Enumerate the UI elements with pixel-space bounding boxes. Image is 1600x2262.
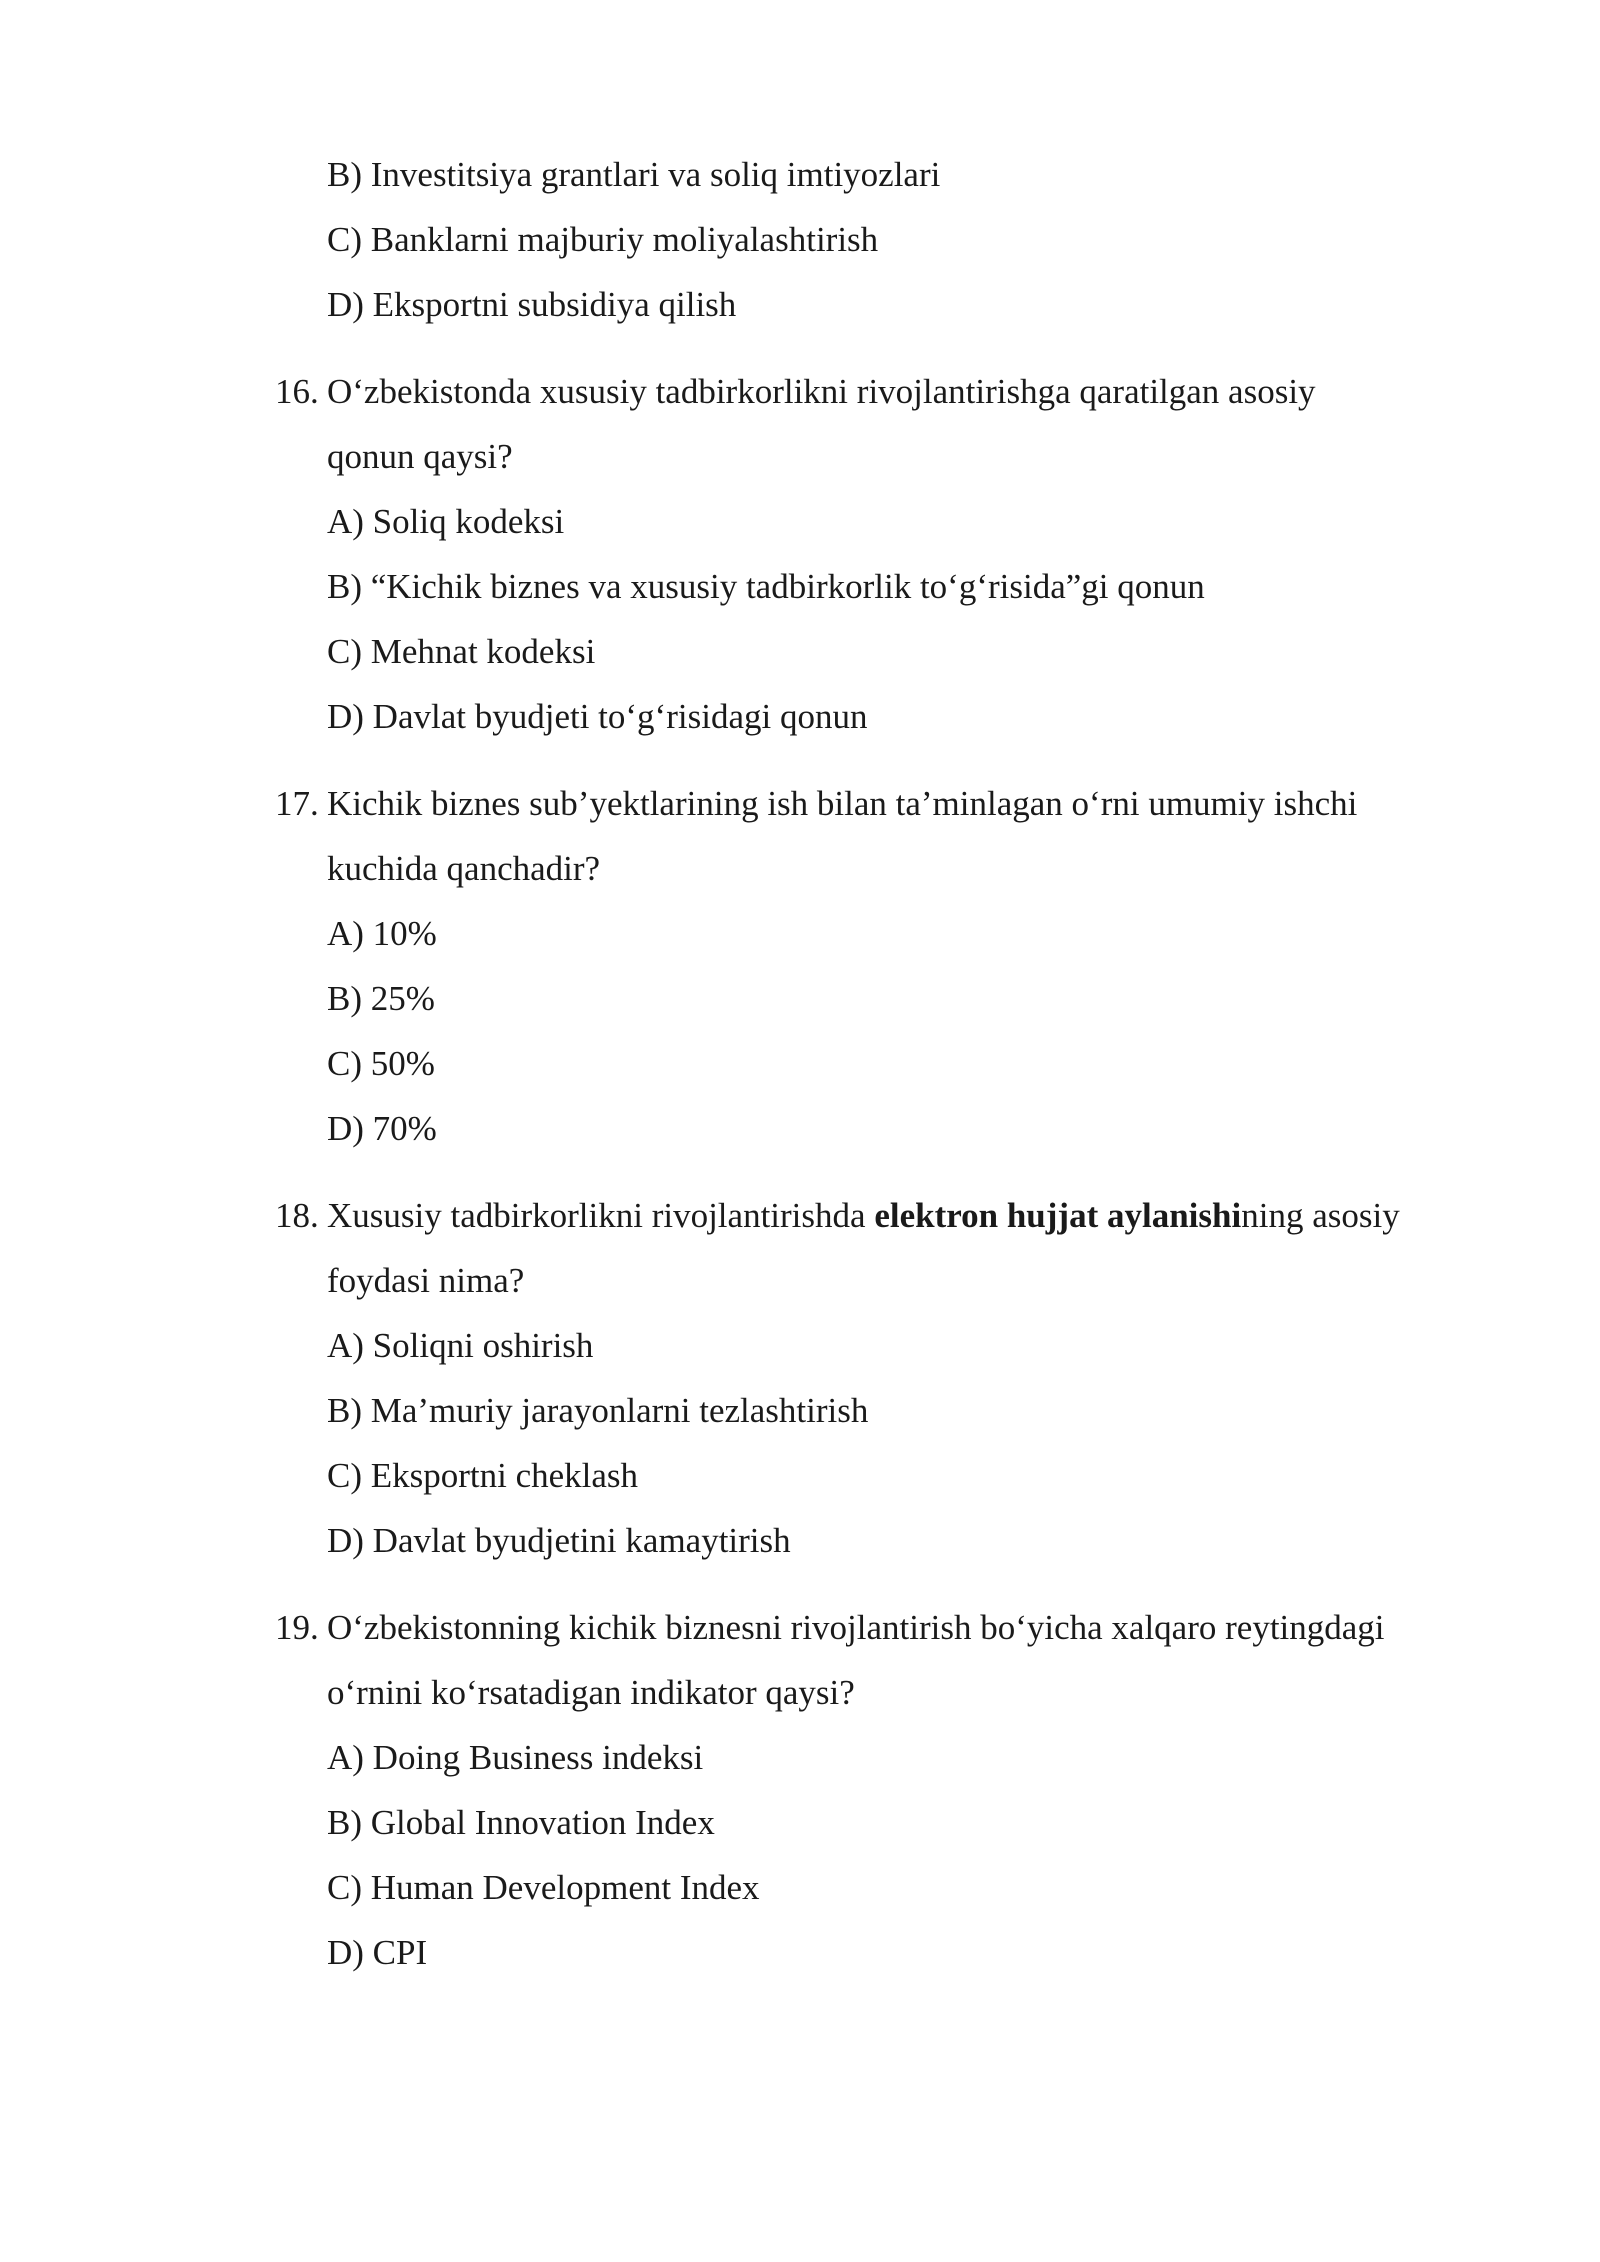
question-16-option-c: C) Mehnat kodeksi [327,632,596,671]
question-17-option-d: D) 70% [327,1109,437,1148]
question-18-option-c: C) Eksportni cheklash [327,1456,639,1495]
prev-option-d: D) Eksportni subsidiya qilish [327,285,737,324]
question-18-bold-term: elektron hujjat aylanishi [874,1196,1242,1235]
question-17-number: 17. [275,784,319,823]
question-19-option-d: D) CPI [327,1933,428,1972]
prev-option-c: C) Banklarni majburiy moliyalashtirish [327,220,879,259]
question-19-option-c: C) Human Development Index [327,1868,760,1907]
question-18-text-line1 [327,1194,1400,1238]
question-17-option-c: C) 50% [327,1044,435,1083]
question-19-text-line2: o‘rnini ko‘rsatadigan indikator qaysi? [327,1673,855,1712]
prev-option-b: B) Investitsiya grantlari va soliq imtiyozlari [327,155,941,194]
question-17-text-line2: kuchida qanchadir? [327,849,601,888]
question-16-option-b: B) “Kichik biznes va xususiy tadbirkorlik to‘g‘risida”gi qonun [327,567,1205,606]
question-17-option-a: A) 10% [327,914,437,953]
question-16-option-d: D) Davlat byudjeti to‘g‘risidagi qonun [327,697,868,736]
question-16-text-line2: qonun qaysi? [327,437,513,476]
question-19-option-b: B) Global Innovation Index [327,1803,715,1842]
question-18-text-line2: foydasi nima? [327,1261,525,1300]
question-18-text-pre: Xususiy tadbirkorlikni rivojlantirishda [327,1196,875,1235]
question-19-number: 19. [275,1608,319,1647]
question-17-option-b: B) 25% [327,979,435,1018]
question-17-text-line1: Kichik biznes sub’yektlarining ish bilan ta’minlagan o‘rni umumiy ishchi [327,784,1358,823]
question-19-option-a: A) Doing Business indeksi [327,1738,704,1777]
question-19-text-line1: O‘zbekistonning kichik biznesni rivojlantirish bo‘yicha xalqaro reytingdagi [327,1608,1385,1647]
question-18-option-a: A) Soliqni oshirish [327,1326,594,1365]
question-16-number: 16. [275,372,319,411]
question-16-text-line1: O‘zbekistonda xususiy tadbirkorlikni rivojlantirishga qaratilgan asosiy [327,372,1316,411]
question-18-number: 18. [275,1196,319,1235]
question-16-option-a: A) Soliq kodeksi [327,502,565,541]
question-18-text-post: ning asosiy [1241,1196,1400,1235]
question-18-option-b: B) Ma’muriy jarayonlarni tezlashtirish [327,1391,869,1430]
question-18-option-d: D) Davlat byudjetini kamaytirish [327,1521,791,1560]
